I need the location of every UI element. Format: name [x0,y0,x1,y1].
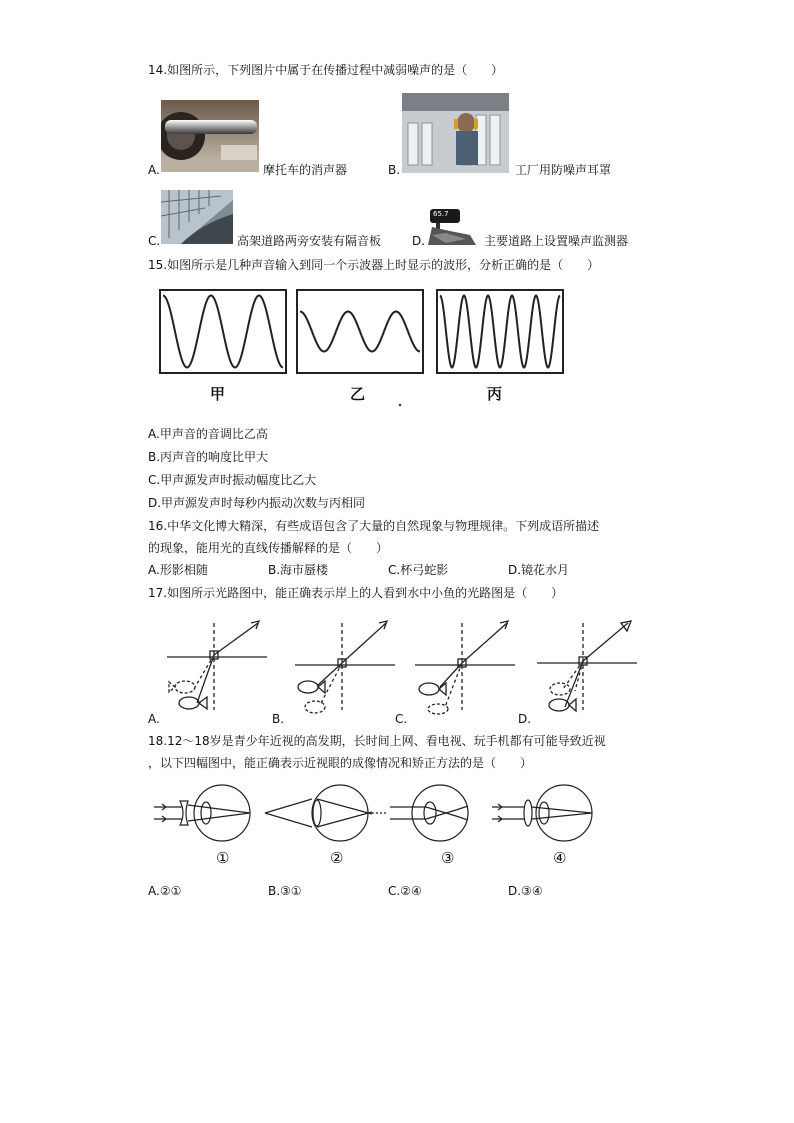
waveform-yi [300,312,420,352]
waveform-label-yi: 乙 [350,385,366,403]
eye-diagram-label-2: ② [330,849,344,867]
q17-option-c[interactable]: C. [395,712,408,726]
q18-stem-line2: ，以下四幅图中，能正确表示近视眼的成像情况和矫正方法的是（ ） [148,756,533,770]
light-path-diagram-d [537,621,637,711]
q14-optA-letter[interactable]: A. [148,163,160,177]
light-path-diagram-b [295,621,395,713]
eye-diagram-4 [492,785,592,841]
eye-diagram-label-3: ③ [441,849,455,867]
q14-stem: 14.如图所示，下列图片中属于在传播过程中减弱噪声的是（ ） [148,63,504,77]
q14-optC-letter[interactable]: C. [148,234,161,248]
q14-optD-letter[interactable]: D. [412,234,426,248]
q18-option-c[interactable]: C.②④ [388,884,422,898]
q16-stem-line1: 16.中华文化博大精深，有些成语包含了大量的自然现象与物理规律。下列成语所描述 [148,519,600,533]
q16-option-a[interactable]: A.形影相随 [148,563,208,577]
motorcycle-muffler-photo [161,100,259,172]
q16-option-c[interactable]: C.杯弓蛇影 [388,563,449,577]
q17-option-b[interactable]: B. [272,712,285,726]
q15-option-b[interactable]: B.丙声音的响度比甲大 [148,450,269,464]
q15-option-c[interactable]: C.甲声源发声时振动幅度比乙大 [148,473,317,487]
light-path-diagrams [155,615,645,720]
q16-option-b[interactable]: B.海市蜃楼 [268,563,329,577]
waveform-label-bing: 丙 [487,385,503,403]
q18-option-b[interactable]: B.③① [268,884,302,898]
q16-option-d[interactable]: D.镜花水月 [508,563,570,577]
q18-option-a[interactable]: A.②① [148,884,182,898]
waveform-jia [163,296,283,368]
q17-option-a[interactable]: A. [148,712,160,726]
sound-barrier-photo [161,190,233,244]
waveform-bing [440,296,560,368]
eye-diagram-label-1: ① [216,849,230,867]
light-path-diagram-a [167,621,267,710]
waveform-label-jia: 甲 [210,385,226,403]
q15-stem: 15.如图所示是几种声音输入到同一个示波器上时显示的波形，分析正确的是（ ） [148,258,600,272]
q18-option-d[interactable]: D.③④ [508,884,543,898]
eye-diagram-2 [265,785,386,841]
eye-diagram-1 [154,785,250,841]
q14-optB-letter[interactable]: B. [388,163,401,177]
stray-dot [399,404,402,407]
eye-diagrams [150,783,600,848]
eye-diagram-3 [390,785,468,841]
q17-stem: 17.如图所示光路图中，能正确表示岸上的人看到水中小鱼的光路图是（ ） [148,586,564,600]
light-path-diagram-c [415,621,515,714]
q14-optA-text[interactable]: 摩托车的消声器 [263,163,348,177]
noise-monitor-photo [426,205,478,245]
q16-stem-line2: 的现象，能用光的直线传播解释的是（ ） [148,541,389,555]
waveform-frame-bing [437,290,563,373]
q15-option-d[interactable]: D.甲声源发声时每秒内振动次数与丙相同 [148,496,366,510]
noise-monitor-reading: 65.7 [433,210,449,218]
q15-option-a[interactable]: A.甲声音的音调比乙高 [148,427,268,441]
eye-diagram-label-4: ④ [553,849,567,867]
q18-stem-line1: 18.12～18岁是青少年近视的高发期，长时间上网、看电视、玩手机都有可能导致近视 [148,734,606,748]
q14-optC-text[interactable]: 高架道路两旁安装有隔音板 [237,234,382,248]
q14-optB-text[interactable]: 工厂用防噪声耳罩 [515,163,612,177]
q17-option-d[interactable]: D. [518,712,532,726]
q14-optD-text[interactable]: 主要道路上设置噪声监测器 [484,234,629,248]
factory-earmuff-photo [402,93,509,173]
